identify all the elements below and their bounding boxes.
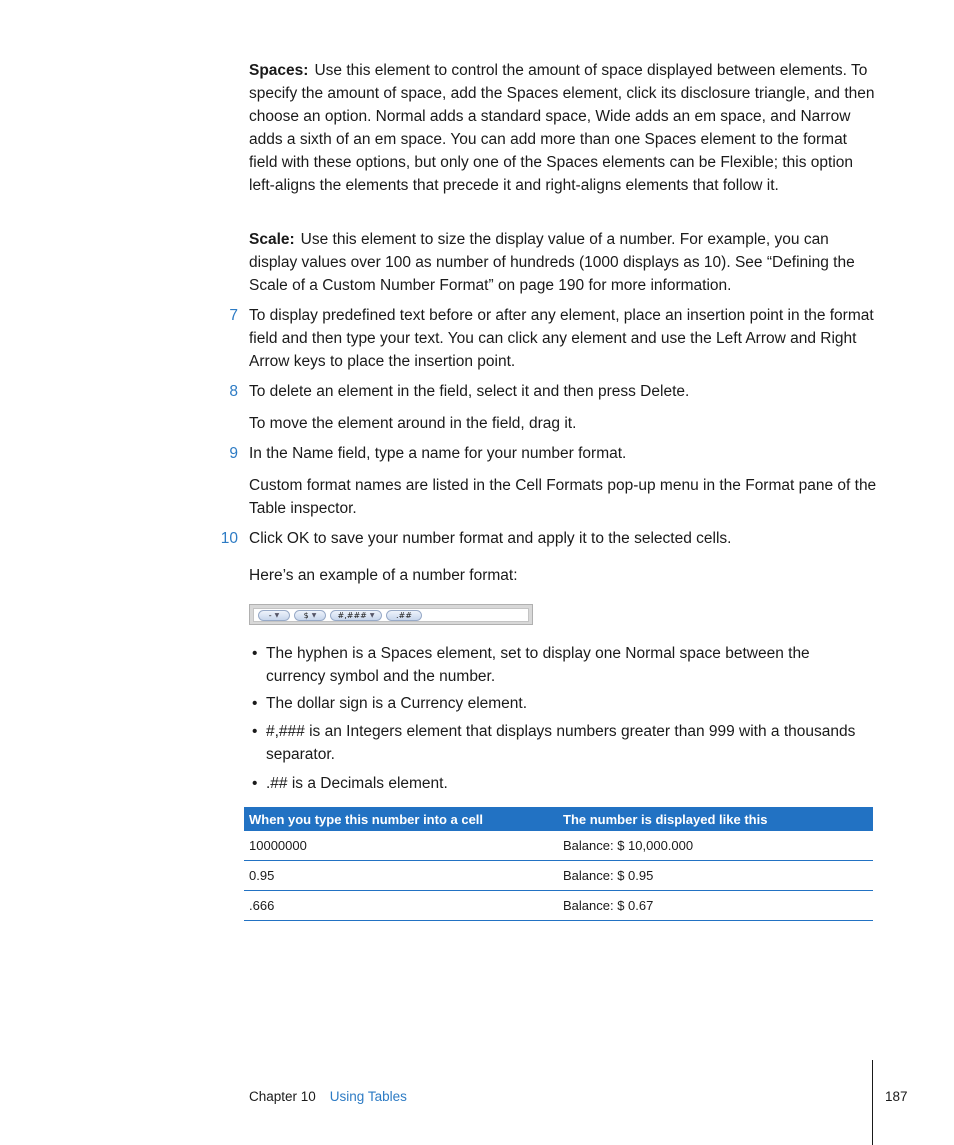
number-format-field-image bbox=[249, 604, 533, 625]
table-row bbox=[244, 891, 873, 921]
format-token-spaces: - ▼ bbox=[258, 610, 290, 621]
table-header-row bbox=[244, 807, 873, 831]
bullet-dot: • bbox=[252, 775, 258, 792]
table-header-cell: The number is displayed like this bbox=[558, 807, 873, 831]
scale-text: Use this element to size the display value of a number. For example, you can display values over 100 as number of hundreds (1000 displays as 10). See “Defining the Scale of a Custom Number Format” on page 190 for more information. bbox=[249, 231, 855, 294]
scale-paragraph bbox=[249, 228, 877, 297]
bullet-item bbox=[249, 772, 877, 795]
bullet-text: .## is a Decimals element. bbox=[266, 775, 448, 792]
step-7-text: To display predefined text before or after any element, place an insertion point in the format field and then type your text. You can click any element and use the Left Arrow and Right Arrow keys to place the insertion point. bbox=[249, 307, 874, 370]
bullet-dot: • bbox=[252, 695, 258, 712]
table-row bbox=[244, 831, 873, 861]
step-number-7: 7 bbox=[229, 307, 238, 324]
footer-chapter-number: Chapter 10 bbox=[249, 1089, 316, 1104]
step-8-text: To delete an element in the field, select it and then press Delete. bbox=[249, 383, 690, 400]
footer-divider bbox=[872, 1060, 873, 1145]
format-field-inner bbox=[253, 608, 529, 622]
footer-chapter-title-link[interactable]: Using Tables bbox=[329, 1089, 407, 1104]
table-header-cell: When you type this number into a cell bbox=[244, 807, 558, 831]
table-cell: Balance: $ 0.95 bbox=[558, 861, 873, 891]
step-number-8: 8 bbox=[229, 383, 238, 400]
scale-term: Scale: bbox=[249, 231, 295, 248]
bullet-text: The hyphen is a Spaces element, set to display one Normal space between the currency symbol and the number. bbox=[266, 645, 810, 685]
chevron-down-icon: ▼ bbox=[274, 611, 280, 619]
step-9-followup: Custom format names are listed in the Cell Formats pop-up menu in the Format pane of the Table inspector. bbox=[249, 477, 877, 517]
table-cell: .666 bbox=[244, 891, 558, 921]
page-number: 187 bbox=[885, 1089, 908, 1104]
bullet-item bbox=[249, 692, 877, 715]
table-row bbox=[244, 861, 873, 891]
spaces-term: Spaces: bbox=[249, 62, 309, 79]
chevron-down-icon: ▼ bbox=[369, 611, 375, 619]
step-9-text: In the Name field, type a name for your number format. bbox=[249, 445, 627, 462]
bullet-text: The dollar sign is a Currency element. bbox=[266, 695, 528, 712]
step-number-10: 10 bbox=[220, 530, 238, 547]
chevron-down-icon: ▼ bbox=[311, 611, 317, 619]
step-8-followup: To move the element around in the field, drag it. bbox=[249, 415, 577, 432]
table-cell: 0.95 bbox=[244, 861, 558, 891]
number-display-table bbox=[244, 807, 873, 921]
table-cell: Balance: $ 10,000.000 bbox=[558, 831, 873, 861]
table-cell: 10000000 bbox=[244, 831, 558, 861]
table-cell: Balance: $ 0.67 bbox=[558, 891, 873, 921]
bullet-dot: • bbox=[252, 723, 258, 740]
bullet-text: #,### is an Integers element that displays numbers greater than 999 with a thousands separator. bbox=[266, 723, 856, 763]
spaces-paragraph bbox=[249, 59, 877, 197]
format-token-currency: $ ▼ bbox=[294, 610, 326, 621]
bullet-item bbox=[249, 720, 877, 766]
footer-chapter bbox=[249, 1089, 407, 1105]
format-token-integers: #,### ▼ bbox=[330, 610, 382, 621]
spaces-text: Use this element to control the amount of space displayed between elements. To specify the amount of space, add the Spaces element, click its disclosure triangle, and then choose an option. Normal adds a standard space, Wide adds an em space, and Narrow adds a sixth of an em space. You can add more than one Spaces element to the format field with these options, but only one of the Spaces elements can be Flexible; this option left-aligns the elements that precede it and right-aligns elements that follow it. bbox=[249, 62, 875, 194]
step-number-9: 9 bbox=[229, 445, 238, 462]
example-intro: Here’s an example of a number format: bbox=[249, 567, 518, 584]
bullet-item bbox=[249, 642, 877, 688]
format-token-decimals: .## bbox=[386, 610, 422, 621]
bullet-dot: • bbox=[252, 645, 258, 662]
step-10-text: Click OK to save your number format and apply it to the selected cells. bbox=[249, 530, 732, 547]
